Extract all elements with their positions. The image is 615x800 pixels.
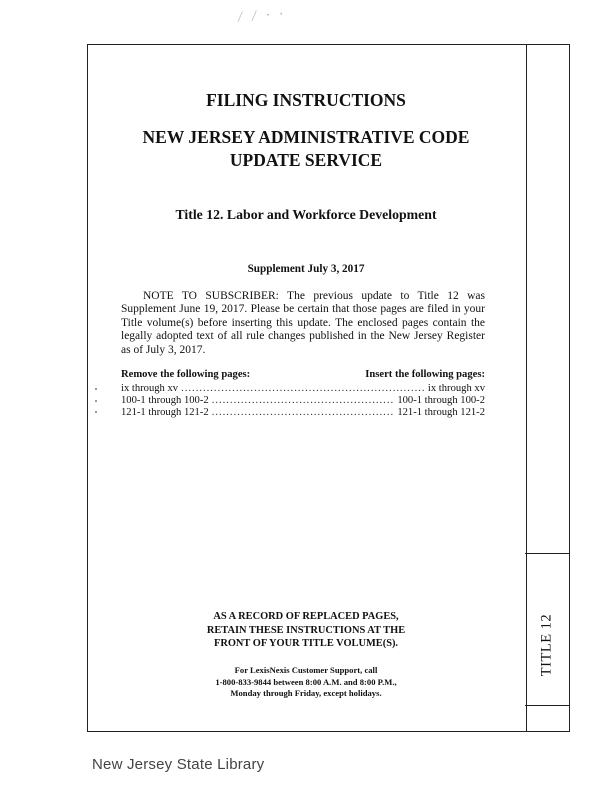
margin-mark	[95, 411, 97, 413]
leader-dots	[212, 395, 395, 406]
insert-pages-value: 121-1 through 121-2	[397, 407, 485, 418]
leader-dots	[181, 383, 425, 394]
side-tab-divider-bottom	[525, 705, 569, 706]
page-title: FILING INSTRUCTIONS	[206, 90, 406, 110]
remove-pages-header: Remove the following pages:	[121, 369, 251, 380]
note-to-subscriber: NOTE TO SUBSCRIBER: The previous update to Title 12 was Supplement June 19, 2017. Please be certain that those pages are filed in your Title volume(s) before inserting this update. The enclosed pages contain the legally adopted text of all rule changes published in the New Jersey Register as of July 3, 2017.	[121, 290, 485, 356]
insert-pages-header: Insert the following pages:	[365, 369, 485, 380]
support-line-1: For LexisNexis Customer Support, call	[234, 665, 378, 675]
insert-pages-value: 100-1 through 100-2	[397, 395, 485, 406]
subtitle-line-2: UPDATE SERVICE	[229, 150, 383, 170]
page-row	[121, 383, 485, 394]
customer-support-info	[87, 665, 525, 700]
insert-pages-value: ix through xv	[427, 383, 485, 394]
record-line-1: AS A RECORD OF REPLACED PAGES,	[213, 611, 399, 622]
record-line-3: FRONT OF YOUR TITLE VOLUME(S).	[213, 638, 399, 650]
remove-pages-value: 121-1 through 121-2	[121, 407, 209, 418]
page-row	[121, 395, 485, 406]
record-line-2: RETAIN THESE INSTRUCTIONS AT THE	[206, 624, 406, 636]
margin-mark	[95, 388, 97, 390]
side-tab-divider-top	[525, 553, 569, 554]
page-row	[121, 407, 485, 418]
title-tab-label: TITLE 12	[538, 613, 555, 677]
support-line-3: Monday through Friday, except holidays.	[230, 688, 382, 699]
handwritten-scribble: / / · ·	[237, 6, 287, 26]
supplement-date: Supplement July 3, 2017	[247, 263, 365, 275]
library-watermark: New Jersey State Library	[92, 756, 265, 773]
leader-dots	[212, 407, 395, 418]
title-part-heading: Title 12. Labor and Workforce Development	[175, 207, 437, 222]
record-instructions	[87, 610, 525, 651]
page-subtitle	[87, 126, 525, 172]
support-line-2: 1-800-833-9844 between 8:00 A.M. and 8:00 P.M.,	[215, 676, 397, 687]
pages-table-header	[121, 369, 485, 380]
subtitle-line-1: NEW JERSEY ADMINISTRATIVE CODE	[142, 127, 470, 147]
margin-mark	[95, 400, 97, 402]
remove-pages-value: ix through xv	[121, 383, 179, 394]
remove-pages-value: 100-1 through 100-2	[121, 395, 209, 406]
